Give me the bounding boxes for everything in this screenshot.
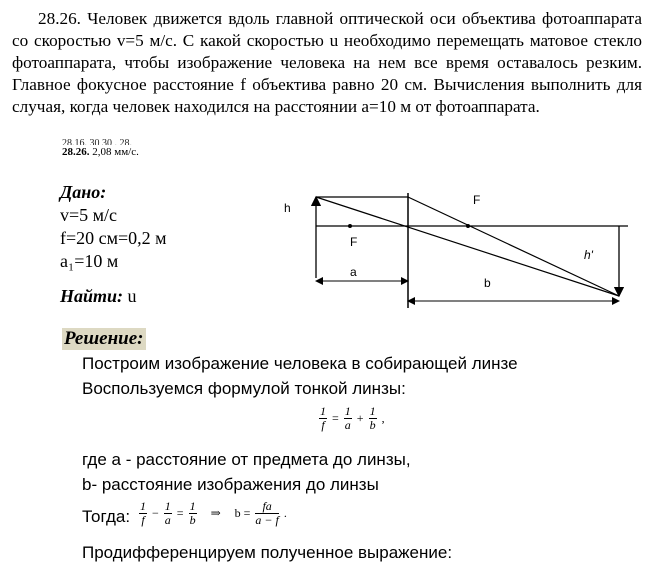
solution-line: Воспользуемся формулой тонкой линзы: — [82, 379, 406, 398]
given-header: Дано: — [60, 182, 107, 202]
focus-left-point — [348, 224, 352, 228]
given-item: v=5 м/с — [60, 205, 118, 225]
label-b: b — [484, 276, 491, 290]
solution-title: Решение: — [64, 328, 144, 349]
given-block — [60, 181, 167, 273]
label-F-left: F — [350, 235, 358, 249]
answer-label: 28.26. — [62, 146, 90, 158]
lens-diagram — [276, 183, 636, 321]
answer-value: 2,08 мм/с. — [92, 146, 139, 158]
thin-lens-formula: $\frac{1}{f}$ = $\frac{1}{a}$ + $\frac{1}{b}$ , — [320, 404, 385, 432]
label-a: a — [350, 265, 357, 279]
focus-right-point — [466, 224, 470, 228]
given-item: a₁=10 м — [60, 251, 119, 271]
label-h: h — [284, 201, 291, 215]
find-header: Найти: — [60, 286, 124, 306]
solution-line: b- расстояние изображения до линзы — [82, 475, 379, 494]
cropped-answer-line: 28.16. 30 30 . 28. — [62, 139, 132, 145]
ray-refracted — [408, 197, 619, 296]
image-distance-formula: $\frac{1}{f}$ − $\frac{1}{a}$ = $\frac{1}{b}$ ⇒ b = $\frac{fa}{a - f}$ . — [140, 499, 287, 527]
solution-line: где a - расстояние от предмета до линзы, — [82, 450, 411, 469]
solution-line: Тогда: — [82, 507, 131, 526]
given-item: f=20 см=0,2 м — [60, 228, 167, 248]
problem-text: 28.26. Человек движется вдоль главной оптической оси объектива фотоаппарата со скоростью v=5 м/с. С какой скоростью u необходимо перемещать матовое стекло фотоаппарата, чтобы изображение человека на нем все время оставалось резким. Главное фокусное расстояние f объектива равно 20 см. Вычисления выполнить для случая, когда человек находился на расстоянии a=10 м от фотоаппарата. — [12, 9, 642, 116]
solution-line: Построим изображение человека в собирающей линзе — [82, 354, 518, 373]
label-h-prime: h' — [584, 248, 593, 262]
find-value: u — [127, 286, 137, 306]
label-F-top: F — [473, 193, 481, 207]
problem-statement — [12, 8, 642, 118]
find-block — [60, 286, 137, 307]
solution-line: Продифференцируем полученное выражение: — [82, 543, 453, 562]
answer-line — [62, 146, 139, 158]
